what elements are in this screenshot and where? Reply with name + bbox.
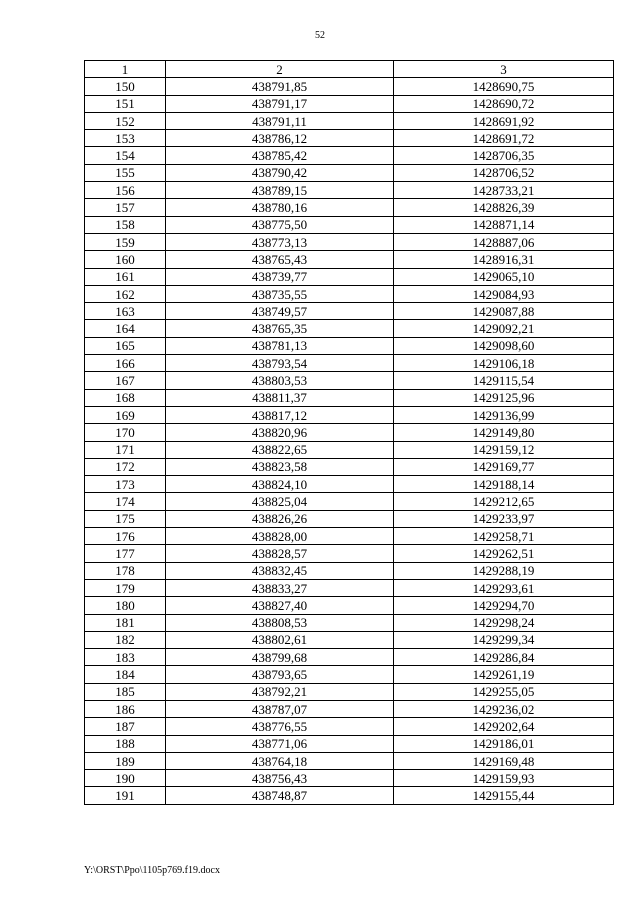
point-number-cell: 177 <box>85 545 166 562</box>
table-row <box>85 614 614 631</box>
point-number-cell: 166 <box>85 355 166 372</box>
coordinates-table <box>84 60 614 805</box>
point-number-cell: 175 <box>85 510 166 527</box>
y-coordinate-cell: 1429212,65 <box>394 493 614 510</box>
table-row <box>85 770 614 787</box>
y-coordinate-cell: 1429149,80 <box>394 424 614 441</box>
x-coordinate-cell: 438820,96 <box>166 424 394 441</box>
y-coordinate-cell: 1429092,21 <box>394 320 614 337</box>
x-coordinate-cell: 438791,11 <box>166 112 394 129</box>
y-coordinate-cell: 1429298,24 <box>394 614 614 631</box>
y-coordinate-cell: 1428691,92 <box>394 112 614 129</box>
point-number-cell: 159 <box>85 233 166 250</box>
table-row <box>85 649 614 666</box>
y-coordinate-cell: 1429065,10 <box>394 268 614 285</box>
point-number-cell: 151 <box>85 95 166 112</box>
table-header-row <box>85 61 614 78</box>
y-coordinate-cell: 1428690,75 <box>394 78 614 95</box>
x-coordinate-cell: 438787,07 <box>166 700 394 717</box>
y-coordinate-cell: 1428733,21 <box>394 182 614 199</box>
y-coordinate-cell: 1429087,88 <box>394 303 614 320</box>
x-coordinate-cell: 438749,57 <box>166 303 394 320</box>
x-coordinate-cell: 438764,18 <box>166 752 394 769</box>
x-coordinate-cell: 438786,12 <box>166 130 394 147</box>
point-number-cell: 165 <box>85 337 166 354</box>
table-row <box>85 631 614 648</box>
table-row <box>85 337 614 354</box>
table-row <box>85 666 614 683</box>
table-row <box>85 597 614 614</box>
point-number-cell: 170 <box>85 424 166 441</box>
point-number-cell: 181 <box>85 614 166 631</box>
table-row <box>85 303 614 320</box>
table-row <box>85 112 614 129</box>
x-coordinate-cell: 438808,53 <box>166 614 394 631</box>
column-header-y-coordinate: 3 <box>394 61 614 78</box>
y-coordinate-cell: 1429115,54 <box>394 372 614 389</box>
y-coordinate-cell: 1429293,61 <box>394 579 614 596</box>
point-number-cell: 180 <box>85 597 166 614</box>
y-coordinate-cell: 1428691,72 <box>394 130 614 147</box>
point-number-cell: 150 <box>85 78 166 95</box>
y-coordinate-cell: 1429169,77 <box>394 458 614 475</box>
x-coordinate-cell: 438828,57 <box>166 545 394 562</box>
x-coordinate-cell: 438793,54 <box>166 355 394 372</box>
y-coordinate-cell: 1429136,99 <box>394 406 614 423</box>
table-row <box>85 389 614 406</box>
y-coordinate-cell: 1428887,06 <box>394 233 614 250</box>
y-coordinate-cell: 1429159,93 <box>394 770 614 787</box>
y-coordinate-cell: 1429258,71 <box>394 528 614 545</box>
x-coordinate-cell: 438826,26 <box>166 510 394 527</box>
x-coordinate-cell: 438748,87 <box>166 787 394 804</box>
y-coordinate-cell: 1429202,64 <box>394 718 614 735</box>
table-row <box>85 545 614 562</box>
x-coordinate-cell: 438781,13 <box>166 337 394 354</box>
point-number-cell: 185 <box>85 683 166 700</box>
table-row <box>85 199 614 216</box>
table-row <box>85 476 614 493</box>
point-number-cell: 161 <box>85 268 166 285</box>
x-coordinate-cell: 438825,04 <box>166 493 394 510</box>
y-coordinate-cell: 1428690,72 <box>394 95 614 112</box>
table-row <box>85 95 614 112</box>
table-row <box>85 752 614 769</box>
table-row <box>85 683 614 700</box>
table-row <box>85 355 614 372</box>
point-number-cell: 174 <box>85 493 166 510</box>
x-coordinate-cell: 438811,37 <box>166 389 394 406</box>
y-coordinate-cell: 1429299,34 <box>394 631 614 648</box>
table-row <box>85 441 614 458</box>
x-coordinate-cell: 438756,43 <box>166 770 394 787</box>
point-number-cell: 155 <box>85 164 166 181</box>
y-coordinate-cell: 1429236,02 <box>394 700 614 717</box>
table-row <box>85 579 614 596</box>
y-coordinate-cell: 1429262,51 <box>394 545 614 562</box>
x-coordinate-cell: 438789,15 <box>166 182 394 199</box>
x-coordinate-cell: 438793,65 <box>166 666 394 683</box>
point-number-cell: 188 <box>85 735 166 752</box>
y-coordinate-cell: 1429106,18 <box>394 355 614 372</box>
x-coordinate-cell: 438832,45 <box>166 562 394 579</box>
x-coordinate-cell: 438771,06 <box>166 735 394 752</box>
y-coordinate-cell: 1429233,97 <box>394 510 614 527</box>
table-row <box>85 735 614 752</box>
y-coordinate-cell: 1429169,48 <box>394 752 614 769</box>
table-body <box>85 78 614 804</box>
y-coordinate-cell: 1429261,19 <box>394 666 614 683</box>
y-coordinate-cell: 1429098,60 <box>394 337 614 354</box>
point-number-cell: 176 <box>85 528 166 545</box>
point-number-cell: 189 <box>85 752 166 769</box>
column-header-x-coordinate: 2 <box>166 61 394 78</box>
table-row <box>85 528 614 545</box>
point-number-cell: 156 <box>85 182 166 199</box>
x-coordinate-cell: 438802,61 <box>166 631 394 648</box>
x-coordinate-cell: 438833,27 <box>166 579 394 596</box>
table-row <box>85 182 614 199</box>
point-number-cell: 172 <box>85 458 166 475</box>
x-coordinate-cell: 438791,85 <box>166 78 394 95</box>
point-number-cell: 168 <box>85 389 166 406</box>
point-number-cell: 169 <box>85 406 166 423</box>
table-row <box>85 718 614 735</box>
page-number: 52 <box>315 30 325 41</box>
x-coordinate-cell: 438792,21 <box>166 683 394 700</box>
point-number-cell: 187 <box>85 718 166 735</box>
y-coordinate-cell: 1429186,01 <box>394 735 614 752</box>
y-coordinate-cell: 1429294,70 <box>394 597 614 614</box>
x-coordinate-cell: 438827,40 <box>166 597 394 614</box>
x-coordinate-cell: 438785,42 <box>166 147 394 164</box>
point-number-cell: 183 <box>85 649 166 666</box>
point-number-cell: 179 <box>85 579 166 596</box>
table-row <box>85 458 614 475</box>
table-row <box>85 493 614 510</box>
x-coordinate-cell: 438773,13 <box>166 233 394 250</box>
table-row <box>85 164 614 181</box>
table-row <box>85 424 614 441</box>
y-coordinate-cell: 1429084,93 <box>394 285 614 302</box>
y-coordinate-cell: 1428706,35 <box>394 147 614 164</box>
y-coordinate-cell: 1429286,84 <box>394 649 614 666</box>
x-coordinate-cell: 438739,77 <box>166 268 394 285</box>
point-number-cell: 152 <box>85 112 166 129</box>
x-coordinate-cell: 438799,68 <box>166 649 394 666</box>
point-number-cell: 160 <box>85 251 166 268</box>
table-row <box>85 251 614 268</box>
x-coordinate-cell: 438765,43 <box>166 251 394 268</box>
y-coordinate-cell: 1428706,52 <box>394 164 614 181</box>
y-coordinate-cell: 1428826,39 <box>394 199 614 216</box>
table-row <box>85 372 614 389</box>
y-coordinate-cell: 1429159,12 <box>394 441 614 458</box>
y-coordinate-cell: 1428916,31 <box>394 251 614 268</box>
x-coordinate-cell: 438791,17 <box>166 95 394 112</box>
point-number-cell: 173 <box>85 476 166 493</box>
table-row <box>85 216 614 233</box>
x-coordinate-cell: 438823,58 <box>166 458 394 475</box>
x-coordinate-cell: 438824,10 <box>166 476 394 493</box>
point-number-cell: 182 <box>85 631 166 648</box>
column-header-point-number: 1 <box>85 61 166 78</box>
table-row <box>85 510 614 527</box>
point-number-cell: 191 <box>85 787 166 804</box>
point-number-cell: 164 <box>85 320 166 337</box>
y-coordinate-cell: 1429288,19 <box>394 562 614 579</box>
table-header <box>85 61 614 78</box>
table-row <box>85 268 614 285</box>
table-row <box>85 285 614 302</box>
y-coordinate-cell: 1429155,44 <box>394 787 614 804</box>
point-number-cell: 162 <box>85 285 166 302</box>
table-row <box>85 562 614 579</box>
x-coordinate-cell: 438803,53 <box>166 372 394 389</box>
x-coordinate-cell: 438776,55 <box>166 718 394 735</box>
table-row <box>85 320 614 337</box>
point-number-cell: 184 <box>85 666 166 683</box>
table-row <box>85 130 614 147</box>
point-number-cell: 163 <box>85 303 166 320</box>
point-number-cell: 190 <box>85 770 166 787</box>
footer-file-path: Y:\ORST\Ppo\1105p769.f19.docx <box>84 865 220 876</box>
x-coordinate-cell: 438775,50 <box>166 216 394 233</box>
x-coordinate-cell: 438822,65 <box>166 441 394 458</box>
x-coordinate-cell: 438817,12 <box>166 406 394 423</box>
table-row <box>85 787 614 804</box>
y-coordinate-cell: 1428871,14 <box>394 216 614 233</box>
table-row <box>85 406 614 423</box>
point-number-cell: 167 <box>85 372 166 389</box>
point-number-cell: 153 <box>85 130 166 147</box>
y-coordinate-cell: 1429125,96 <box>394 389 614 406</box>
table-row <box>85 700 614 717</box>
x-coordinate-cell: 438780,16 <box>166 199 394 216</box>
point-number-cell: 157 <box>85 199 166 216</box>
point-number-cell: 178 <box>85 562 166 579</box>
point-number-cell: 154 <box>85 147 166 164</box>
y-coordinate-cell: 1429188,14 <box>394 476 614 493</box>
table-row <box>85 147 614 164</box>
table-row <box>85 78 614 95</box>
point-number-cell: 158 <box>85 216 166 233</box>
x-coordinate-cell: 438790,42 <box>166 164 394 181</box>
x-coordinate-cell: 438735,55 <box>166 285 394 302</box>
y-coordinate-cell: 1429255,05 <box>394 683 614 700</box>
table-row <box>85 233 614 250</box>
point-number-cell: 186 <box>85 700 166 717</box>
x-coordinate-cell: 438828,00 <box>166 528 394 545</box>
x-coordinate-cell: 438765,35 <box>166 320 394 337</box>
point-number-cell: 171 <box>85 441 166 458</box>
